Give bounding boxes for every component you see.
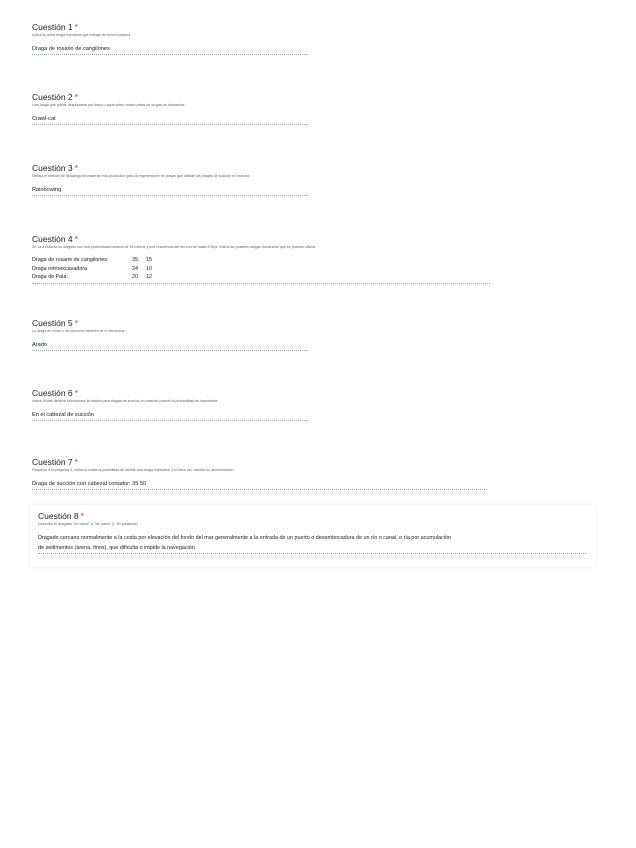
draga-value-a: 35 (132, 257, 138, 263)
draga-value-b: 10 (146, 265, 152, 272)
answer-field[interactable] (38, 533, 586, 554)
answer-field[interactable]: Crawl-cat (32, 115, 307, 125)
required-mark: * (74, 92, 78, 102)
question-title-text: Cuestión 6 (32, 388, 73, 398)
question-title (32, 163, 490, 174)
question-2 (32, 92, 490, 125)
question-title-text: Cuestión 4 (32, 234, 73, 244)
question-5 (32, 318, 490, 351)
required-mark: * (74, 457, 78, 467)
required-mark: * (74, 318, 78, 328)
required-mark: * (74, 22, 78, 32)
answer-line: de sedimentos (arena, finos), que dificulta o impide la navegación (38, 545, 195, 551)
question-title-text: Cuestión 3 (32, 163, 73, 173)
question-description: La draga de fondo o de remoción también se le denomina: (32, 329, 126, 333)
question-title-text: Cuestión 5 (32, 318, 73, 328)
question-description: Señala el método de descarga del material más productivo para la regeneración de playas que utilizan las dragas de succión en marcha: (32, 174, 250, 178)
question-description: Se va a realizar un dragado con una profundidad máxima de 18 metros y una resistencia del terreno de hasta 8 Mpa. Indica las posibles dragas mecánicas que se podrían utilizar: (32, 245, 317, 249)
answer-field[interactable]: En el cabezal de succión (32, 411, 307, 421)
answer-field[interactable]: Draga de rosario de cangilones (32, 45, 307, 55)
answer-line (32, 265, 490, 274)
question-title-text: Cuestión 8 (38, 511, 79, 521)
answer-line: Dragado cercano normalmente a la costa por elevación del fondo del mar generalmente a la entrada de un puerto o desembocadura de un río o canal, o ría por acumulación (38, 535, 451, 541)
answer-field[interactable]: Rainbowing (32, 186, 307, 196)
question-7 (32, 457, 490, 490)
question-6 (32, 388, 490, 421)
draga-value-a: 24 (132, 265, 138, 272)
question-4 (32, 234, 490, 284)
draga-value-b: 12 (146, 274, 152, 280)
question-8 (38, 511, 588, 554)
question-1 (32, 22, 490, 55)
required-mark: * (80, 511, 84, 521)
question-3 (32, 163, 490, 196)
answer-field[interactable]: Arado (32, 341, 307, 351)
question-description: Respecto a la pregunta 4, indica si existe la posibilidad de utilizar una draga hidráulica, y si fuera así, escribe su denominación: (32, 468, 235, 472)
draga-name: Draga retroexcavadora (32, 265, 88, 272)
question-title (38, 511, 588, 522)
required-mark: * (74, 388, 78, 398)
answer-line (32, 273, 490, 282)
question-title-text: Cuestión 1 (32, 22, 73, 32)
question-title (32, 318, 490, 329)
question-description: Describe el dragado "en barra" o "de barra" (< 50 palabras) (38, 522, 138, 526)
question-title-text: Cuestión 7 (32, 457, 73, 467)
draga-name: Draga de Pala: (32, 274, 68, 280)
question-title (32, 234, 490, 245)
question-title-text: Cuestión 2 (32, 92, 73, 102)
question-title (32, 22, 490, 33)
draga-name: Draga de rosario de cangilones: (32, 257, 109, 263)
question-8-card (30, 505, 596, 567)
draga-value-a: 20 (132, 274, 138, 280)
question-description: Indica la única draga mecánica que trabaja de forma continua (32, 33, 131, 37)
question-title (32, 457, 490, 468)
draga-value-b: 15 (146, 257, 152, 263)
required-mark: * (74, 163, 78, 173)
required-mark: * (74, 234, 78, 244)
answer-line (32, 256, 490, 265)
question-title (32, 388, 490, 399)
answer-field[interactable]: Draga de succión con cabezal cortador: 35 50 (32, 480, 487, 490)
question-description: Indica dónde debería encontrarse la bomba para dragas de succión en marcha cuando la profundidad es importante: (32, 399, 219, 403)
question-title (32, 92, 490, 103)
question-description: Una draga que puede desplazarse por tierra o agua sobre cuatro patas de orugas se denomina: (32, 103, 185, 107)
answer-field[interactable] (32, 256, 490, 284)
